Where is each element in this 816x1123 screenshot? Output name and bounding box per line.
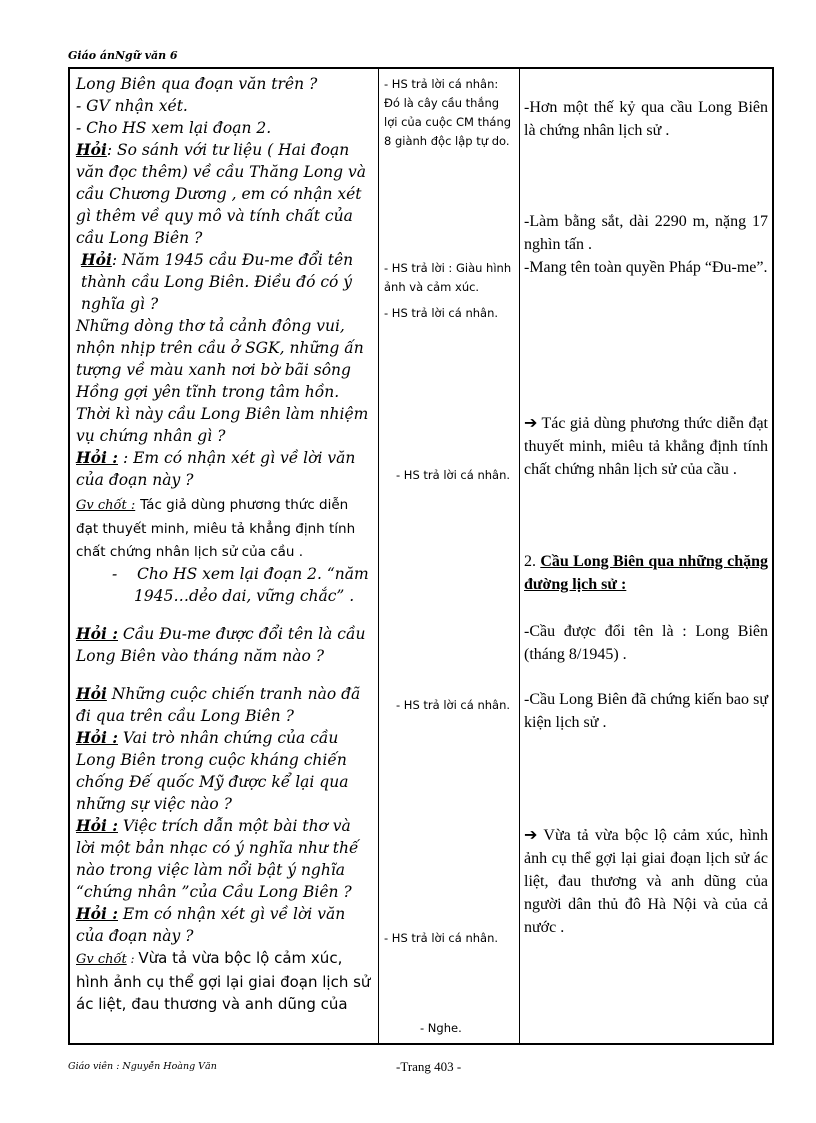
question-label: Hỏi : [76, 448, 118, 467]
question: Hỏi Những cuộc chiến tranh nào đã đi qua trên cầu Long Biên ? [76, 684, 361, 725]
student-response: - HS trả lời cá nhân. [384, 931, 499, 945]
question: Hỏi : Cầu Đu-me được đổi tên là cầu Long Biên vào tháng năm nào ? [76, 624, 366, 665]
content-text: -Cầu được đổi tên là : Long Biên (tháng 8/1945) . [524, 623, 768, 663]
question-label: Hỏi : [76, 816, 118, 835]
question-label: Hỏi : [76, 904, 118, 923]
footer-author: Giáo viên : Nguyễn Hoàng Văn [68, 1061, 217, 1072]
text-line: - Cho HS xem lại đoạn 2. “năm 1945…dẻo dai, vững chắc” . [112, 565, 369, 605]
question: Hỏi : Việc trích dẫn một bài thơ và lời một bản nhạc có ý nghĩa như thế nào trong việc làm nổi bật ý nghĩa “chứng nhân ”của Cầu Long Biên ? [76, 816, 359, 901]
student-response: - HS trả lời cá nhân. [396, 468, 511, 482]
text-line: Những dòng thơ tả cảnh đông vui, nhộn nhịp trên cầu ở SGK, những ấn tượng về màu xanh nơi bờ bãi sông Hồng gợi yên tĩnh trong tâm hồn. Thời kì này cầu Long Biên làm nhiệm vụ chứng nhân gì ? [76, 317, 369, 445]
student-response: - HS trả lời cá nhân: Đó là cây cầu thắng lợi của cuộc CM tháng 8 giành độc lập tự do. [384, 77, 512, 148]
student-response: - HS trả lời cá nhân. [384, 306, 499, 320]
content-text: -Hơn một thế kỷ qua cầu Long Biên là chứng nhân lịch sử . [524, 99, 768, 139]
column-divider-2 [519, 69, 520, 1043]
text-line: - GV nhận xét. [76, 97, 188, 115]
question-label: Hỏi [76, 684, 107, 703]
content-conclusion: ➔ Vừa tả vừa bộc lộ cảm xúc, hình ảnh cụ thể gợi lại giai đoạn lịch sử ác liệt, đau thương và anh dũng của người dân thủ đô Hà Nội và của cả nước . [524, 827, 768, 936]
section-heading: 2. Cầu Long Biên qua những chặng đường lịch sử : [524, 553, 768, 593]
question-label: Hỏi : [76, 624, 118, 643]
student-response: - HS trả lời : Giàu hình ảnh và cảm xúc. [384, 261, 512, 294]
conclusion-label: Gv chốt [76, 952, 127, 967]
column-divider-1 [378, 69, 379, 1043]
question: Hỏi : Vai trò nhân chứng của cầu Long Biên trong cuộc kháng chiến chống Đế quốc Mỹ được kể lại qua những sự việc nào ? [76, 728, 349, 813]
content-text: -Làm bằng sắt, dài 2290 m, nặng 17 nghìn tấn . [524, 213, 768, 253]
question: Hỏi: So sánh với tư liệu ( Hai đoạn văn đọc thêm) về cầu Thăng Long và cầu Chương Dương , em có nhận xét gì thêm về quy mô và tính chất của cầu Long Biên ? [76, 140, 366, 247]
question: Hỏi: Năm 1945 cầu Đu-me đổi tên thành cầu Long Biên. Điều đó có ý nghĩa gì ? [81, 250, 354, 313]
teacher-conclusion: Gv chốt : Vừa tả vừa bộc lộ cảm xúc, hình ảnh cụ thể gợi lại giai đoạn lịch sử ác liệt, đau thương và anh dũng của [76, 949, 371, 1013]
teacher-conclusion: Gv chốt : Tác giả dùng phương thức diễn đạt thuyết minh, miêu tả khẳng định tính chất chứng nhân lịch sử của cầu . [76, 497, 356, 560]
question-label: Hỏi : [76, 728, 118, 747]
content-text: -Mang tên toàn quyền Pháp “Đu-me”. [524, 259, 768, 276]
question-label: Hỏi [81, 250, 112, 269]
text-line: Long Biên qua đoạn văn trên ? [76, 75, 318, 93]
question: Hỏi : Em có nhận xét gì về lời văn của đoạn này ? [76, 904, 346, 945]
student-response: - Nghe. [420, 1021, 462, 1035]
document-header: Giáo ánNgữ văn 6 [68, 49, 178, 62]
question-label: Hỏi [76, 140, 107, 159]
student-response: - HS trả lời cá nhân. [396, 698, 511, 712]
teacher-activity-column [76, 73, 372, 1015]
text-line: - Cho HS xem lại đoạn 2. [76, 119, 272, 137]
conclusion-label: Gv chốt : [76, 498, 136, 513]
question: Hỏi : : Em có nhận xét gì về lời văn của đoạn này ? [76, 448, 356, 489]
content-text: -Cầu Long Biên đã chứng kiến bao sự kiện lịch sử . [524, 691, 768, 731]
content-conclusion: ➔ Tác giả dùng phương thức diễn đạt thuyết minh, miêu tả khẳng định tính chất chứng nhân lịch sử của cầu . [524, 415, 768, 478]
page-number: -Trang 403 - [396, 1059, 462, 1074]
